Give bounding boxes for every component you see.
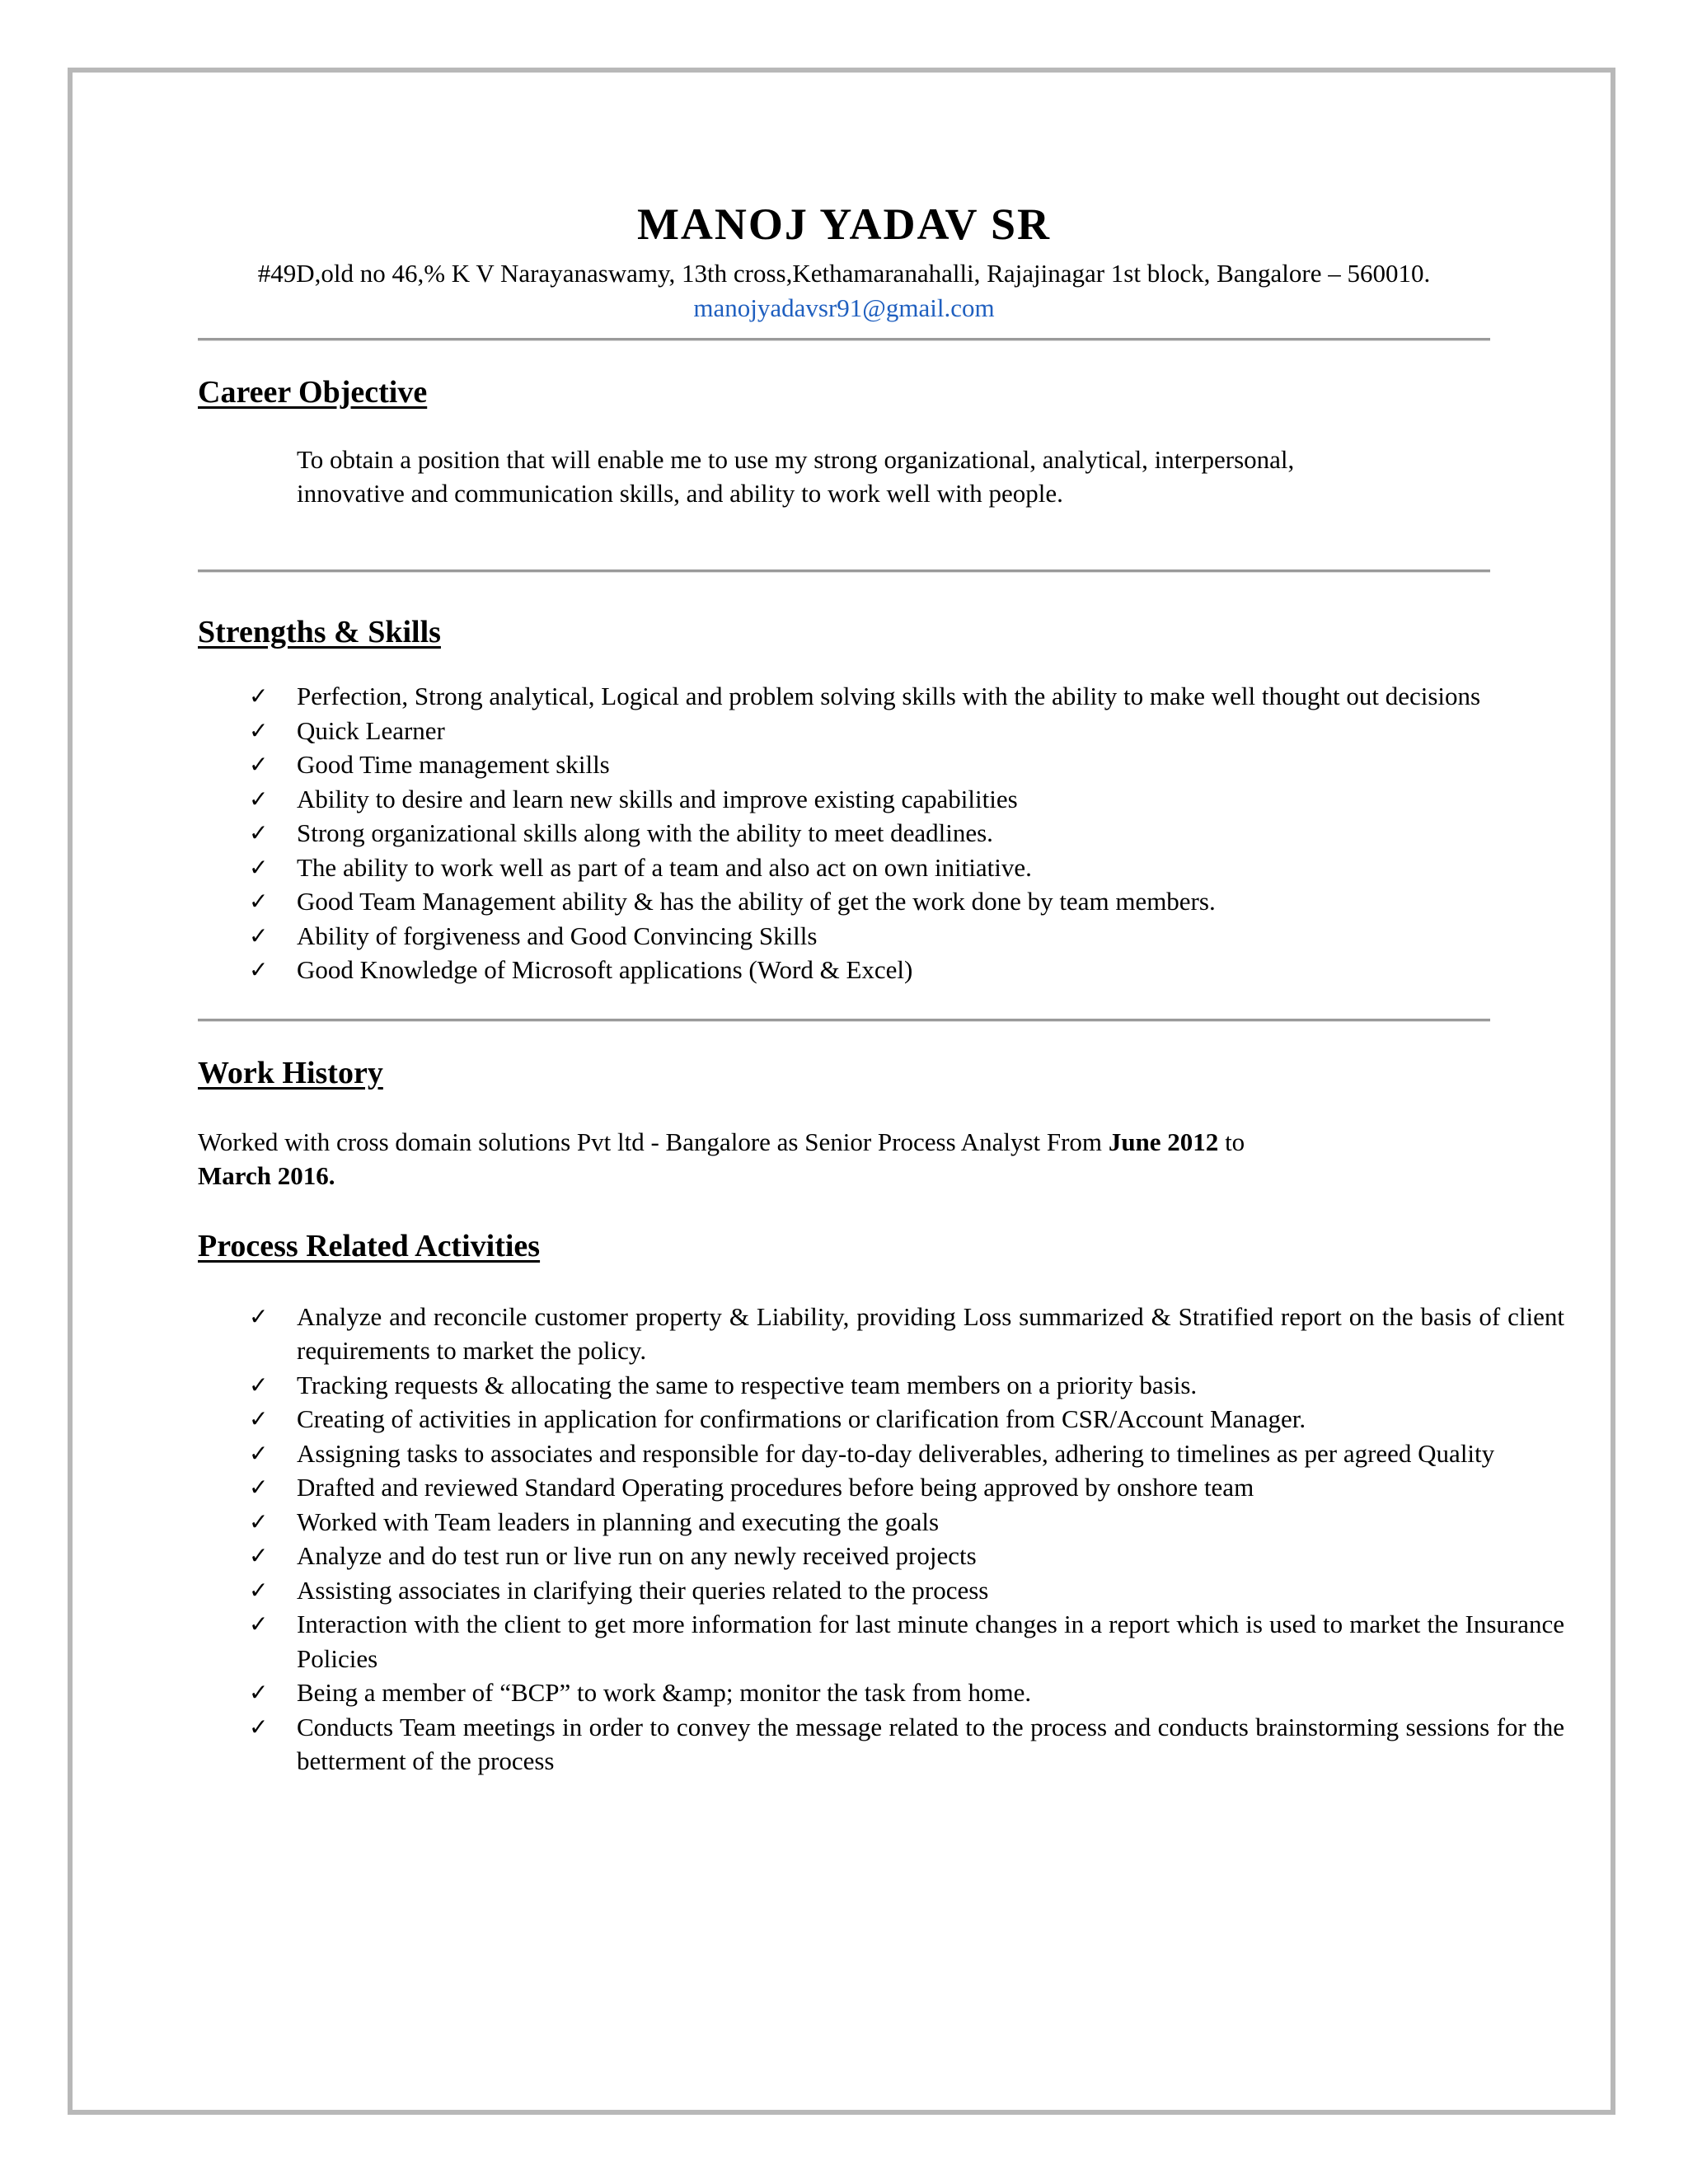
process-item bbox=[198, 1505, 1564, 1540]
checkmark-icon: ✓ bbox=[249, 1713, 269, 1741]
skill-item bbox=[198, 782, 1564, 817]
skill-item-text: Good Knowledge of Microsoft applications (Word & Excel) bbox=[297, 955, 913, 984]
process-item-text: Creating of activities in application for confirmations or clarification from CSR/Account Manager. bbox=[297, 1404, 1306, 1433]
checkmark-icon: ✓ bbox=[249, 751, 269, 778]
process-item-text: Analyze and reconcile customer property & Liability, providing Loss summarized & Stratified report on the basis of client requirements to market the policy. bbox=[297, 1301, 1564, 1365]
process-item-text: Conducts Team meetings in order to convey the message related to the process and conducts brainstorming sessions for the betterment of the process bbox=[297, 1712, 1564, 1775]
skill-item bbox=[198, 953, 1564, 987]
skill-item bbox=[198, 851, 1564, 885]
process-item bbox=[198, 1539, 1564, 1573]
process-item bbox=[198, 1573, 1564, 1608]
checkmark-icon: ✓ bbox=[249, 956, 269, 983]
strengths-skills-heading: Strengths & Skills bbox=[198, 615, 441, 649]
process-item-text: Worked with Team leaders in planning and executing the goals bbox=[297, 1507, 940, 1536]
work-history-heading: Work History bbox=[198, 1055, 383, 1090]
resume-header bbox=[198, 191, 1490, 326]
process-activities-heading: Process Related Activities bbox=[198, 1228, 541, 1263]
address: #49D,old no 46,% K V Narayanaswamy, 13th cross,Kethamaranahalli, Rajajinagar 1st block, Bangalore – 560010. bbox=[257, 259, 1431, 288]
divider bbox=[198, 1019, 1490, 1021]
process-item bbox=[198, 1368, 1564, 1403]
divider bbox=[198, 338, 1490, 340]
checkmark-icon: ✓ bbox=[249, 1439, 269, 1467]
skill-item bbox=[198, 748, 1564, 782]
process-item bbox=[198, 1402, 1564, 1436]
process-item-text: Interaction with the client to get more information for last minute changes in a report which is used to market the Insurance Policies bbox=[297, 1610, 1564, 1673]
skill-item-text: The ability to work well as part of a team and also act on own initiative. bbox=[297, 852, 1032, 882]
skill-item-text: Quick Learner bbox=[297, 715, 445, 745]
work-to-date: March 2016. bbox=[198, 1160, 335, 1190]
skill-item bbox=[198, 679, 1564, 714]
skill-item-text: Strong organizational skills along with the ability to meet deadlines. bbox=[297, 818, 993, 847]
skill-item-text: Ability to desire and learn new skills and improve existing capabilities bbox=[297, 784, 1018, 813]
skills-list bbox=[198, 679, 1564, 987]
checkmark-icon: ✓ bbox=[249, 716, 269, 744]
checkmark-icon: ✓ bbox=[249, 1371, 269, 1399]
checkmark-icon: ✓ bbox=[249, 1405, 269, 1432]
checkmark-icon: ✓ bbox=[249, 888, 269, 915]
checkmark-icon: ✓ bbox=[249, 1610, 269, 1638]
career-objective-text: To obtain a position that will enable me to use my strong organizational, analytical, interpersonal, innovative and communication skills, and ability to work well with people. bbox=[297, 445, 1295, 508]
skill-item-text: Ability of forgiveness and Good Convincing Skills bbox=[297, 921, 818, 950]
process-item-text: Drafted and reviewed Standard Operating procedures before being approved by onshore team bbox=[297, 1473, 1254, 1502]
process-item bbox=[198, 1436, 1564, 1471]
resume-document bbox=[198, 191, 1564, 1779]
checkmark-icon: ✓ bbox=[249, 819, 269, 846]
checkmark-icon: ✓ bbox=[249, 682, 269, 710]
skill-item bbox=[198, 884, 1564, 919]
work-history-text bbox=[198, 1125, 1484, 1193]
process-item-text: Tracking requests & allocating the same to respective team members on a priority basis. bbox=[297, 1370, 1198, 1399]
career-objective-heading: Career Objective bbox=[198, 375, 428, 410]
skill-item bbox=[198, 714, 1564, 748]
work-history-mid: to bbox=[1218, 1127, 1245, 1156]
process-item-text: Analyze and do test run or live run on any newly received projects bbox=[297, 1541, 977, 1570]
process-item bbox=[198, 1710, 1564, 1779]
checkmark-icon: ✓ bbox=[249, 1679, 269, 1706]
work-from-date: June 2012 bbox=[1108, 1127, 1219, 1156]
divider bbox=[198, 569, 1490, 572]
skill-item-text: Perfection, Strong analytical, Logical and problem solving skills with the ability to make well thought out decisions bbox=[297, 682, 1481, 710]
email-link[interactable]: manojyadavsr91@gmail.com bbox=[693, 293, 995, 322]
checkmark-icon: ✓ bbox=[249, 853, 269, 881]
skill-item bbox=[198, 919, 1564, 954]
checkmark-icon: ✓ bbox=[249, 1576, 269, 1604]
process-item-text: Being a member of “BCP” to work &amp; monitor the task from home. bbox=[297, 1678, 1032, 1707]
candidate-name: MANOJ YADAV SR bbox=[636, 199, 1052, 249]
process-item-text: Assisting associates in clarifying their queries related to the process bbox=[297, 1575, 989, 1605]
checkmark-icon: ✓ bbox=[249, 1302, 269, 1330]
process-item-text: Assigning tasks to associates and responsible for day-to-day deliverables, adhering to timelines as per agreed Quality bbox=[297, 1438, 1495, 1468]
process-item bbox=[198, 1300, 1564, 1368]
checkmark-icon: ✓ bbox=[249, 1542, 269, 1569]
checkmark-icon: ✓ bbox=[249, 1507, 269, 1535]
process-item bbox=[198, 1470, 1564, 1505]
skill-item-text: Good Time management skills bbox=[297, 750, 610, 779]
work-history-lead: Worked with cross domain solutions Pvt ltd - Bangalore as Senior Process Analyst From bbox=[198, 1127, 1109, 1156]
checkmark-icon: ✓ bbox=[249, 785, 269, 813]
process-activities-list bbox=[198, 1300, 1564, 1779]
skill-item-text: Good Team Management ability & has the ability of get the work done by team members. bbox=[297, 887, 1216, 916]
checkmark-icon: ✓ bbox=[249, 1474, 269, 1501]
process-item bbox=[198, 1607, 1564, 1675]
process-item bbox=[198, 1675, 1564, 1710]
skill-item bbox=[198, 816, 1564, 851]
checkmark-icon: ✓ bbox=[249, 921, 269, 949]
